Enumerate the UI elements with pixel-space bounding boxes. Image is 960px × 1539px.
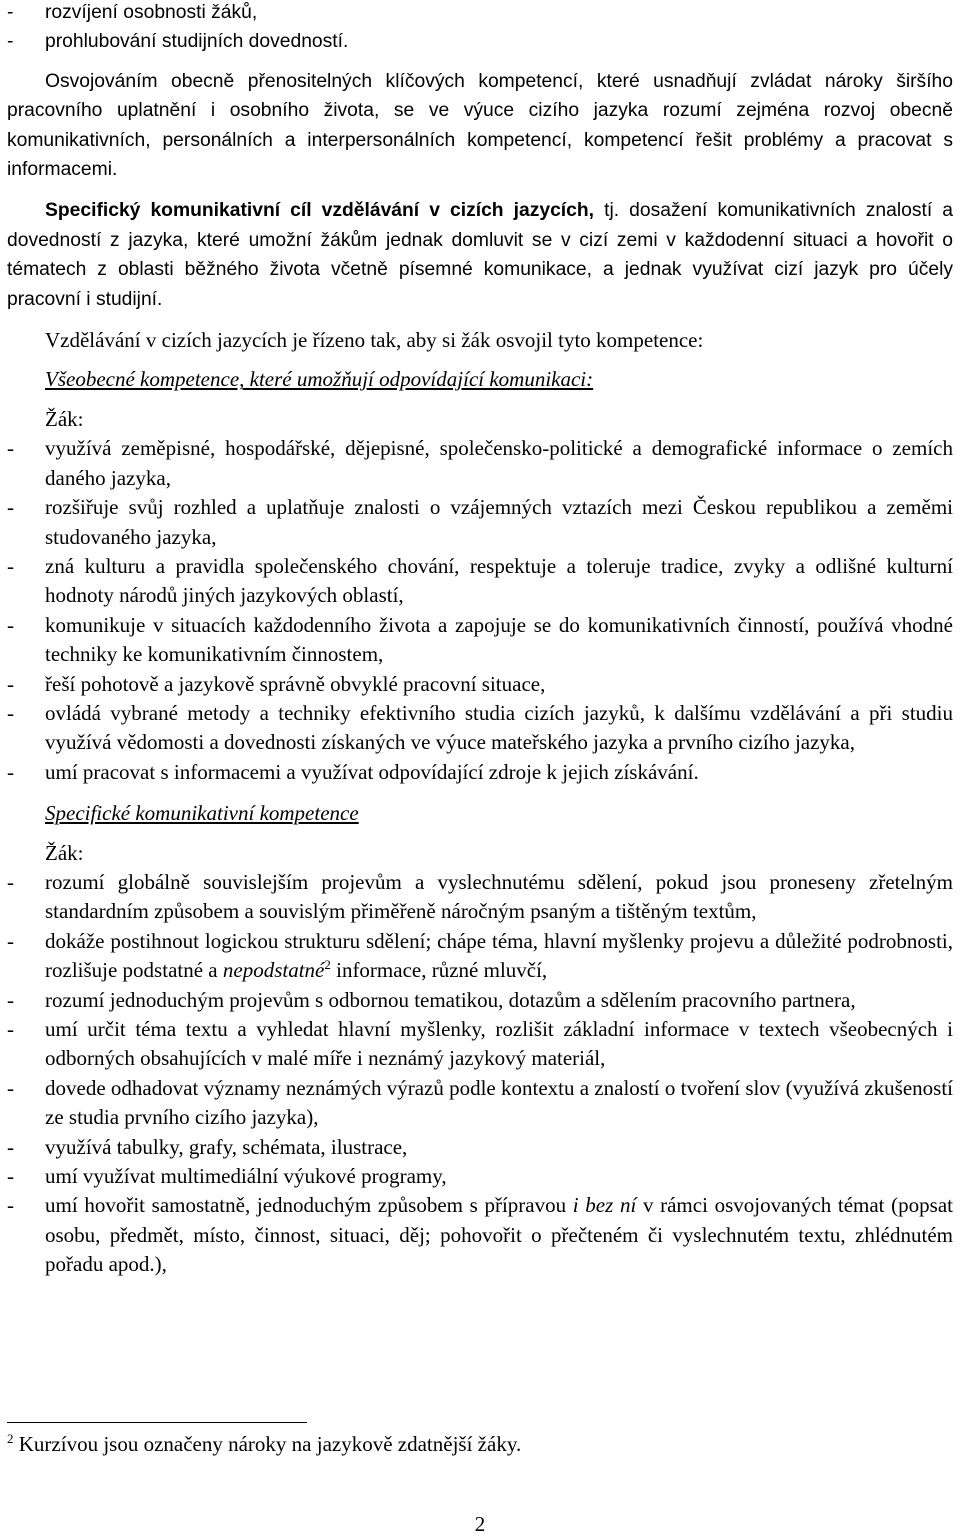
- footnote-number: 2: [7, 1431, 14, 1446]
- specific-goal-text: tj. dosažení komunikativních znalostí a dovedností z jazyka, které umožní žákům jednak domluvit se v cizí zemi v každodenní situaci a hovořit o tématech z oblasti běžného života včetně písemné komunikace, a jednak využívat cizí jazyk pro účely pracovní i studijní.: [7, 200, 953, 310]
- list-item: - rozšiřuje svůj rozhled a uplatňuje znalosti o vzájemných vztazích mezi Českou republikou a zeměmi studovaného jazyka,: [7, 493, 953, 552]
- list-item: - umí využívat multimediální výukové programy,: [7, 1162, 953, 1191]
- specific-goal-label: Specifický komunikativní cíl vzdělávání v cizích jazycích,: [45, 200, 595, 222]
- footnote-divider: [7, 1422, 307, 1423]
- list-item: - dovede odhadovat významy neznámých výrazů podle kontextu a znalostí o tvoření slov (využívá zkušeností ze studia prvního cizího jazyka),: [7, 1074, 953, 1133]
- page-number: 2: [474, 1512, 486, 1536]
- italic-phrase: i bez ní: [572, 1193, 637, 1218]
- general-heading: Všeobecné kompetence, které umožňují odpovídající komunikaci:: [45, 367, 594, 392]
- list-item: - umí určit téma textu a vyhledat hlavní myšlenky, rozlišit základní informace v textech všeobecných i odborných obsahujících v malé míře i neznámý jazykový materiál,: [7, 1015, 953, 1074]
- specific-goal-paragraph: [7, 196, 953, 314]
- list-item: - zná kulturu a pravidla společenského chování, respektuje a toleruje tradice, zvyky a odlišné kulturní hodnoty národů jiných jazykových oblastí,: [7, 552, 953, 611]
- specific-heading: Specifické komunikativní kompetence: [45, 801, 359, 826]
- list-item: - komunikuje v situacích každodenního života a zapojuje se do komunikativních činností, používá vhodné techniky ke komunikativním činnostem,: [7, 611, 953, 670]
- footnote-text: Kurzívou jsou označeny nároky na jazykově zdatnější žáky.: [13, 1432, 522, 1456]
- list-item: - řeší pohotově a jazykově správně obvyklé pracovní situace,: [7, 670, 953, 699]
- list-item: - umí hovořit samostatně, jednoduchým způsobem s přípravou i bez ní v rámci osvojovaných témat (popsat osobu, předmět, místo, činnost, situaci, děj; pohovořit o přečteném či vyslechnutém textu, zhlédnutém pořadu apod.),: [7, 1191, 953, 1279]
- footnote-ref: 2: [324, 957, 331, 973]
- list-item: - umí pracovat s informacemi a využívat odpovídající zdroje k jejich získávání.: [7, 758, 953, 787]
- list-item: - využívá tabulky, grafy, schémata, ilustrace,: [7, 1133, 953, 1162]
- specific-pupil-label: Žák:: [45, 840, 84, 865]
- list-item: - prohlubování studijních dovedností.: [7, 27, 953, 56]
- intro-paragraph: Osvojováním obecně přenositelných klíčových kompetencí, které usnadňují zvládat nároky širšího pracovního uplatnění i osobního života, se ve výuce cizího jazyka rozumí zejména rozvoj obecně komunikativních, personálních a interpersonálních kompetencí, kompetencí řešit problémy a pracovat s informacemi.: [7, 70, 953, 181]
- footnote: [7, 1430, 521, 1459]
- document-page: [7, 0, 953, 1280]
- list-item: - dokáže postihnout logickou strukturu sdělení; chápe téma, hlavní myšlenky projevu a důležité podrobnosti, rozlišuje podstatné a nepodstatné$^2$ informace, různé mluvčí,: [7, 927, 953, 986]
- competences-intro: Vzdělávání v cizích jazycích je řízeno tak, aby si žák osvojil tyto kompetence:: [45, 328, 704, 353]
- list-item: - rozumí globálně souvislejším projevům a vyslechnutému sdělení, pokud jsou proneseny zřetelným standardním způsobem a souvislým přiměřeně náročným psaným a tištěným textům,: [7, 868, 953, 927]
- list-item: - rozumí jednoduchým projevům s odbornou tematikou, dotazům a sdělením pracovního partnera,: [7, 986, 953, 1015]
- list-item: - rozvíjení osobnosti žáků,: [7, 0, 953, 27]
- list-item: - využívá zeměpisné, hospodářské, dějepisné, společensko-politické a demografické informace o zemích daného jazyka,: [7, 434, 953, 493]
- italic-word: nepodstatné: [222, 958, 325, 983]
- general-pupil-label: Žák:: [45, 406, 84, 431]
- list-item: - ovládá vybrané metody a techniky efektivního studia cizích jazyků, k dalšímu vzdělávání a při studiu využívá vědomosti a dovednosti získaných ve výuce mateřského jazyka a prvního cizího jazyka,: [7, 699, 953, 758]
